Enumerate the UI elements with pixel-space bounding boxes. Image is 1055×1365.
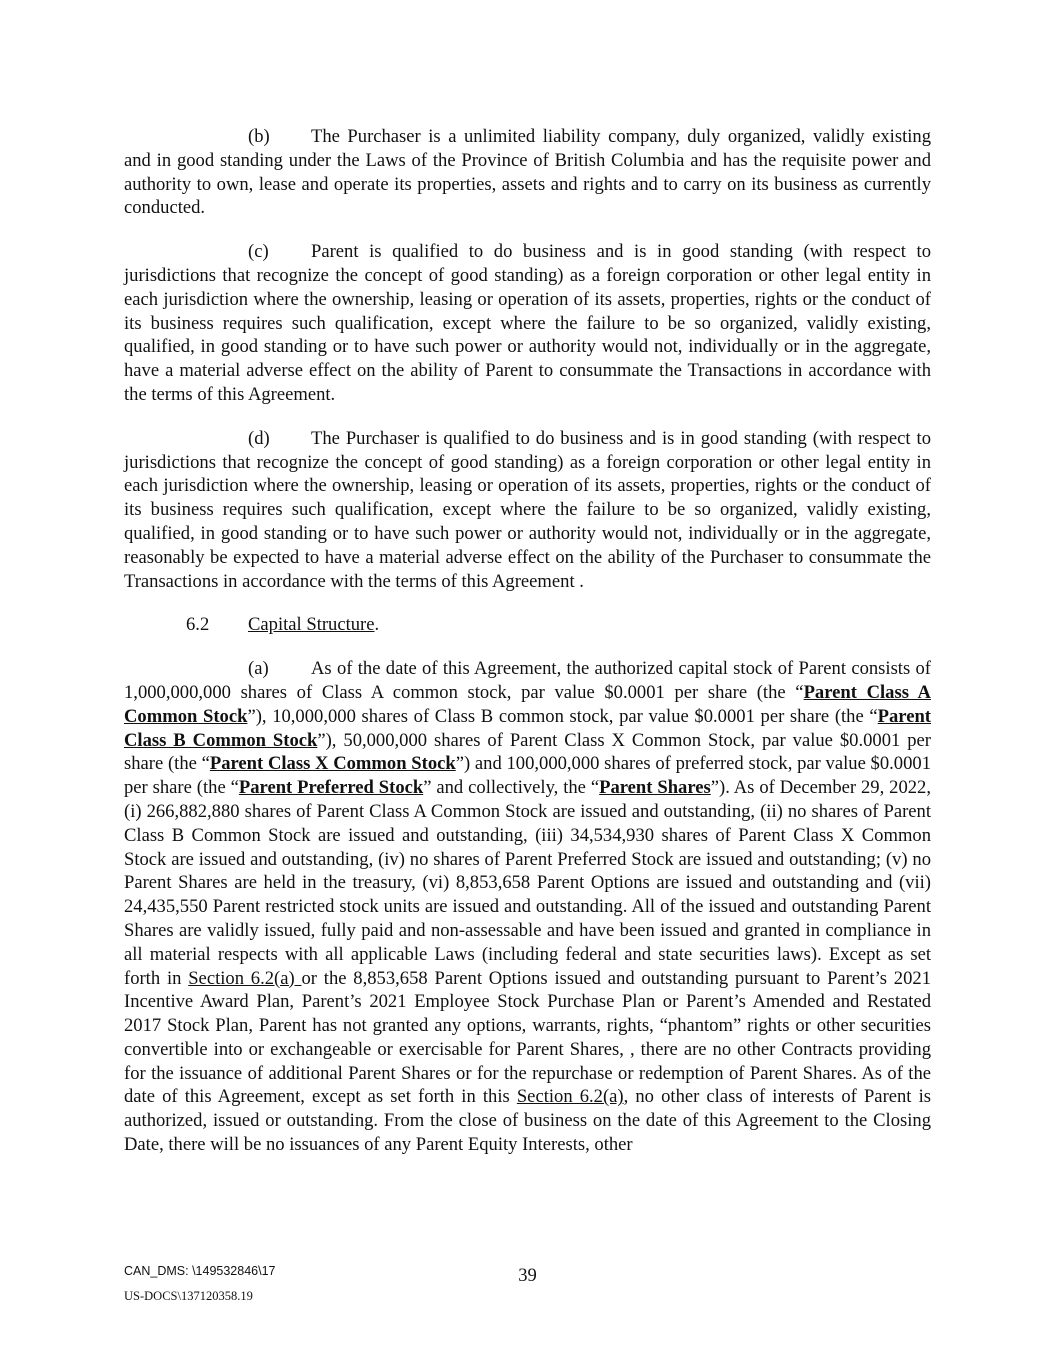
defined-term: Parent Class A Common Stock	[124, 681, 931, 727]
text-segment: ”), 50,000,000 shares of Parent Class X Common Stock, par value $0.0001 per share (the “	[124, 729, 931, 775]
defined-term: Parent Preferred Stock	[238, 777, 424, 799]
section-title: Capital Structure	[248, 614, 375, 636]
paragraph-label: (a)	[248, 658, 269, 680]
paragraph-b	[124, 125, 931, 220]
section-reference: Section 6.2(a)	[188, 967, 302, 989]
paragraph-d	[124, 427, 931, 594]
defined-term: Parent Class B Common Stock	[124, 705, 931, 751]
text-segment: , no other class of interests of Parent is authorized, issued or outstanding. From the close of business on the date of this Agreement to the Closing Date, there will be no issuances of any Parent Equity Interests, other	[124, 1086, 931, 1156]
section-heading	[124, 613, 931, 637]
paragraph-label: (b)	[248, 126, 270, 147]
paragraph-text: The Purchaser is a unlimited liability company, duly organized, validly existing and in good standing under the Laws of the Province of British Columbia and has the requisite power and authority to own, lease and operate its properties, assets and rights and to carry on its business as currently conducted.	[124, 126, 931, 219]
text-segment: ”) and 100,000,000 shares of preferred stock, par value $0.0001 per share (the “	[124, 753, 931, 799]
text-segment: ” and collectively, the “	[423, 777, 600, 799]
paragraph-label: (c)	[248, 241, 269, 263]
text-segment: or the 8,853,658 Parent Options issued and outstanding pursuant to Parent’s 2021 Incentive Award Plan, Parent’s 2021 Employee Stock Purchase Plan or Parent’s Amended and Restated 2017 Stock Plan, Parent has not granted any options, warrants, rights, “phantom” rights or other securities convertible into or exchangeable or exercisable for Parent Shares, , there are no other Contracts providing for the issuance of additional Parent Shares or for the repurchase or redemption of Parent Shares. As of the date of this Agreement, except as set forth in this	[124, 967, 931, 1108]
paragraph-label: (d)	[248, 427, 270, 449]
paragraph-c	[124, 240, 931, 407]
footer-doc-id-1: CAN_DMS: \149532846\17	[124, 1264, 276, 1278]
section-number: 6.2	[186, 614, 210, 636]
text-segment: ”), 10,000,000 shares of Class B common stock, par value $0.0001 per share (the “	[247, 705, 878, 727]
paragraph-text: Parent is qualified to do business and is in good standing (with respect to jurisdictions that recognize the concept of good standing) as a foreign corporation or other legal entity in each jurisdiction where the ownership, leasing or operation of its assets, properties, rights or the conduct of its business requires such qualification, except where the failure to be so organized, validly existing, qualified, in good standing or to have such power or authority would not, individually or in the aggregate, have a material adverse effect on the ability of Parent to consummate the Transactions in accordance with the terms of this Agreement.	[124, 241, 931, 405]
document-body	[124, 125, 931, 1177]
text-segment: As of the date of this Agreement, the authorized capital stock of Parent consists of 1,000,000,000 shares of Class A common stock, par value $0.0001 per share (the “	[124, 658, 931, 703]
defined-term: Parent Class X Common Stock	[209, 753, 456, 775]
footer-doc-id-2: US-DOCS\137120358.19	[124, 1289, 253, 1303]
text-segment: ”). As of December 29, 2022, (i) 266,882,880 shares of Parent Class A Common Stock are issued and outstanding, (ii) no shares of Parent Class B Common Stock are issued and outstanding, (iii) 34,534,930 shares of Parent Class X Common Stock are issued and outstanding, (iv) no shares of Parent Preferred Stock are issued and outstanding; (v) no Parent Shares are held in the treasury, (vi) 8,853,658 Parent Options are issued and outstanding and (vii) 24,435,550 Parent restricted stock units are issued and outstanding. All of the issued and outstanding Parent Shares are validly issued, fully paid and non-assessable and have been issued and granted in compliance in all material respects with all applicable Laws (including federal and state securities laws). Except as set forth in	[124, 777, 932, 989]
page-number: 39	[518, 1265, 537, 1286]
paragraph-a	[124, 657, 931, 1157]
paragraph-text: The Purchaser is qualified to do business and is in good standing (with respect to jurisdictions that recognize the concept of good standing) as a foreign corporation or other legal entity in each jurisdiction where the ownership, leasing or operation of its assets, properties, rights or the conduct of its business requires such qualification, except where the failure to be so organized, validly existing, qualified, in good standing or to have such power or authority would not, individually or in the aggregate, reasonably be expected to have a material adverse effect on the ability of the Purchaser to consummate the Transactions in accordance with the terms of this Agreement .	[124, 427, 931, 592]
section-reference: Section 6.2(a)	[516, 1086, 624, 1108]
defined-term: Parent Shares	[599, 777, 711, 799]
section-title-end: .	[374, 614, 380, 636]
